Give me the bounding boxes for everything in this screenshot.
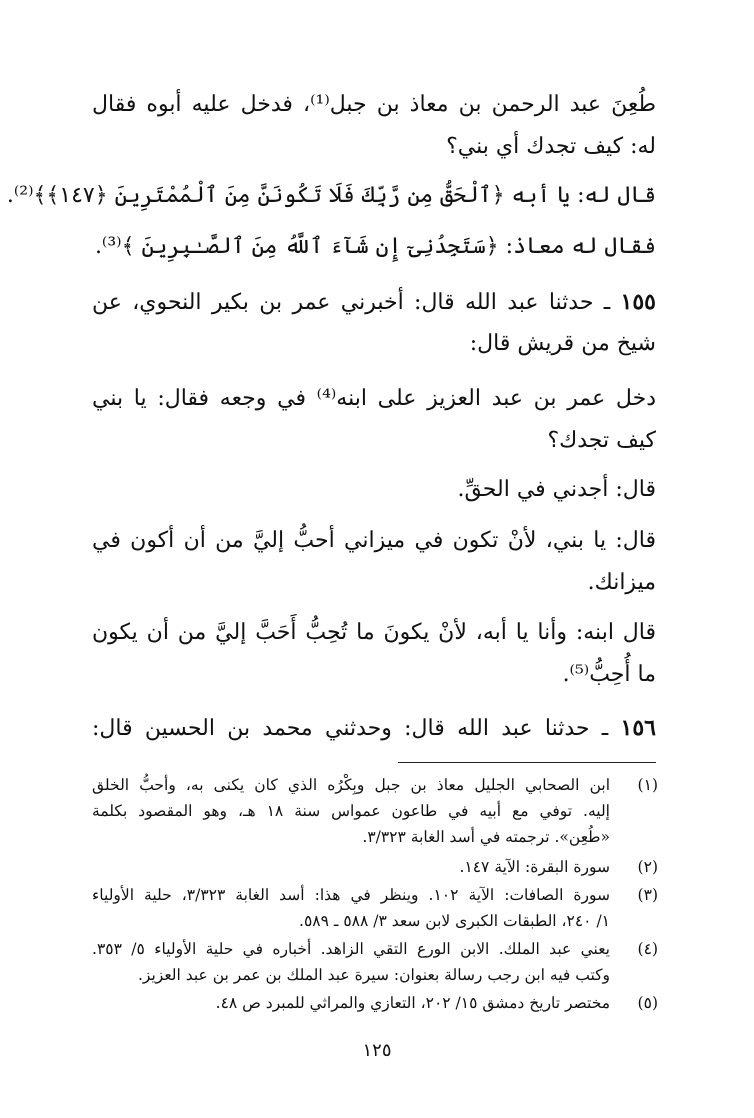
body-line: طُعِنَ عبد الرحمن بن معاذ بن جبل⁽¹⁾، فدخل عليه أبوه فقال [92,92,657,117]
footnote-line: وكتب فيه ابن رجب رسالة بعنوان: سيرة عبد الملك بن عمر بن عبد العزيز. [137,966,610,984]
footnote-line: ١/ ٢٤٠، الطبقات الكبرى لابن سعد ٣/ ٥٨٨ ـ ٥٨٩. [299,912,610,930]
body-line: فقال له معاذ: ﴿سَتَجِدُنِىٓ إِن شَآءَ ٱللَّهُ مِنَ ٱلصَّـٰبِرِينَ ﴾⁽³⁾. [94,234,656,259]
footnote-1 [92,772,658,850]
hadith-number: ١٥٦ [620,715,656,741]
body-line: دخل عمر بن عبد العزيز على ابنه⁽⁴⁾ في وجعه فقال: يا بني [92,386,656,411]
footnote-marker: (٢) [637,858,658,876]
body-line: ما أُحِبُّ⁽⁵⁾. [562,662,656,687]
footnote-marker: (١) [637,776,658,794]
footnote-5 [92,990,658,1016]
footnote-line: «طُعِن». ترجمته في أسد الغابة ٣/٣٢٣. [362,828,610,846]
footnote-line: مختصر تاريخ دمشق ١٥/ ٢٠٢، التعازي والمراثي للمبرد ص ٤٨. [215,994,610,1012]
body-line: قال: أجدني في الحقِّ. [457,477,656,502]
footnote-line: إليه. توفي مع أبيه في طاعون عمواس سنة ١٨ هـ، وهو المقصود بكلمة [92,802,610,820]
body-line: ميزانك. [587,570,656,595]
footnote-marker: (٣) [637,886,658,904]
footnote-line: سورة البقرة: الآية ١٤٧. [459,858,610,876]
footnote-line: ابن الصحابي الجليل معاذ بن جبل وبِكْرُه الذي كان يكنى به، وأحبُّ الخلق [92,776,610,794]
footnote-marker: (٤) [637,940,658,958]
body-line: له: كيف تجدك أي بني؟ [446,134,656,159]
hadith-156-line: ١٥٦ ـ حدثنا عبد الله قال: وحدثني محمد بن الحسين قال: [92,715,656,741]
footnote-line: سورة الصافات: الآية ١٠٢. وينظر في هذا: أسد الغابة ٣/٣٢٣، حلية الأولياء [92,886,610,904]
body-line: كيف تجدك؟ [547,428,656,453]
body-line: قال: يا بني، لأنْ تكون في ميزاني أحبُّ إليَّ من أن أكون في [92,528,656,553]
footnote-marker: (٥) [637,994,658,1012]
footnote-line: يعني عبد الملك. الابن الورع التقي الزاهد. أخباره في حلية الأولياء ٥/ ٣٥٣. [92,940,610,958]
hadith-155-line: ١٥٥ ـ حدثنا عبد الله قال: أخبرني عمر بن بكير النحوي، عن [92,289,656,315]
footnote-4 [92,936,658,988]
hadith-number: ١٥٥ [620,289,656,315]
footnote-separator [398,762,656,763]
body-line: قال ابنه: وأنا يا أبه، لأنْ يكونَ ما تُحِبُّ أَحَبَّ إليَّ من أن يكون [92,620,656,645]
body-line: شيخ من قريش قال: [469,331,656,356]
footnote-2 [92,854,658,880]
footnote-3 [92,882,658,934]
body-line: قال له: يا أبه ﴿ٱلْحَقُّ مِن رَّبِّكَ فَلَا تَكُونَنَّ مِنَ ٱلْمُمْتَرِينَ ﴿١٤٧﴾﴾⁽²⁾. [6,183,656,208]
page-number: ١٢٥ [362,1040,392,1061]
